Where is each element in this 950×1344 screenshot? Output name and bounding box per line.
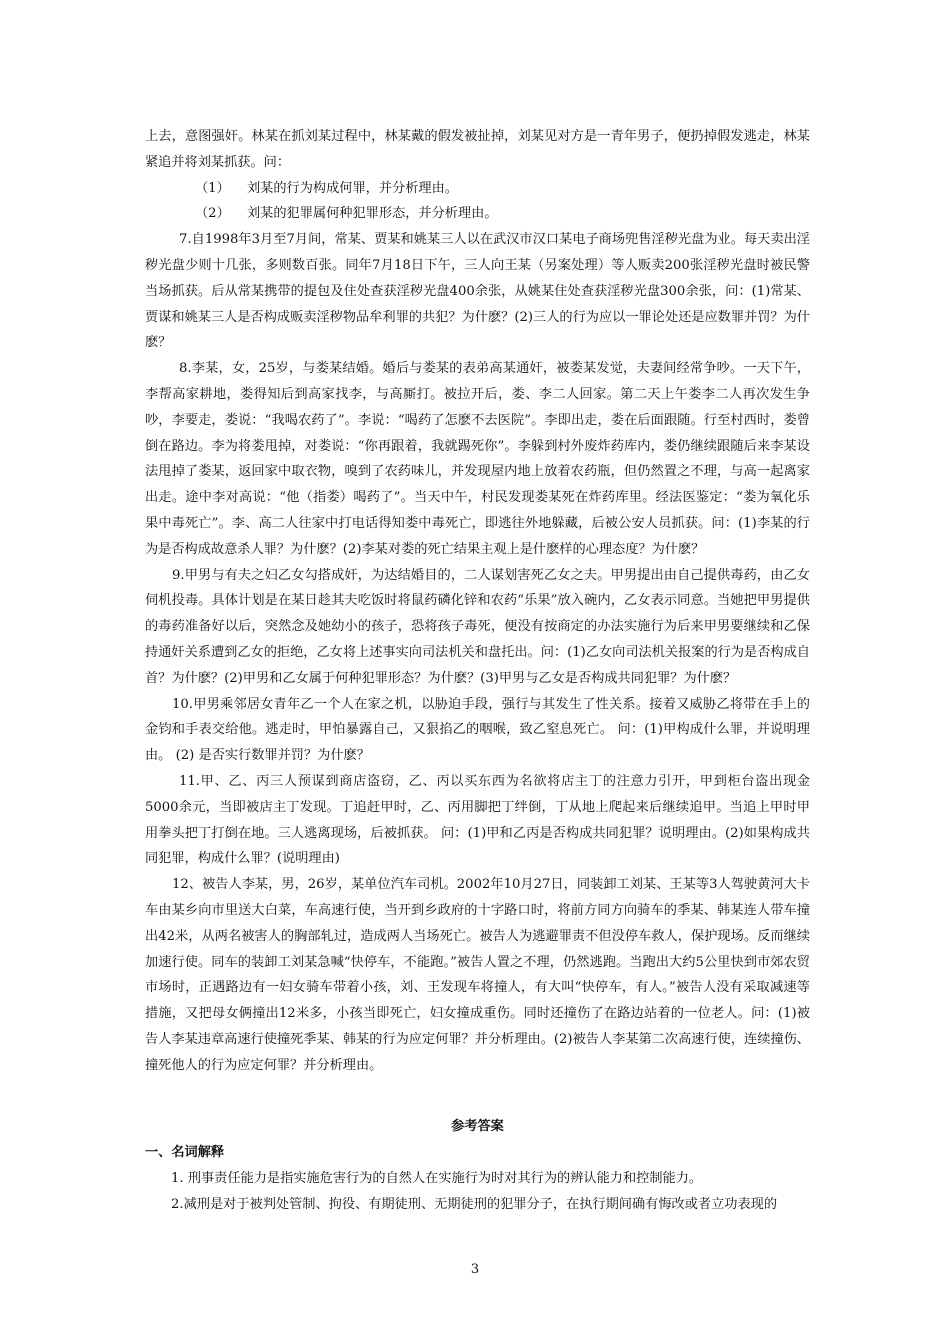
sub-text: 刘某的犯罪属何种犯罪形态，并分析理由。: [247, 206, 498, 222]
question-10: 10.甲男乘邻居女青年乙一个人在家之机，以胁迫手段，强行与其发生了性关系。接着又威胁乙将带在手上的金钧和手表交给他。逃走时，甲怕暴露自己，又狠掐乙的咽喉，致乙窒息死亡。 问：(1)甲构成什么罪，并说明理由。 (2) 是否实行数罪并罚？为什麽？: [145, 696, 810, 764]
question-11: 11.甲、乙、丙三人预谋到商店盗窃，乙、丙以买东西为名欲将店主丁的注意力引开，甲到柜台盗出现金5000余元，当即被店主丁发现。丁追赶甲时，乙、丙用脚把丁绊倒，丁从地上爬起来后继续追甲。当追上甲时甲用拳头把丁打倒在地。三人逃离现场，后被抓获。 问：(1)甲和乙丙是否构成共同犯罪？说明理由。(2)如果构成共同犯罪，构成什么罪？(说明理由): [145, 773, 810, 867]
question-12: 12、被告人李某，男，26岁，某单位汽车司机。2002年10月27日，同装卸工刘某、王某等3人驾驶黄河大卡车由某乡向市里送大白菜，车高速行使，当开到乡政府的十字路口时，将前方同方向骑车的季某、韩某连人带车撞出42米，从两名被害人的胸部轧过，造成两人当场死亡。被告人为逃避罪责不但没停车救人，保护现场。反而继续加速行使。同车的装卸工刘某急喊“快停车，不能跑。”被告人置之不理，仍然逃跑。当跑出大约5公里快到市郊农贸市场时，正遇路边有一妇女骑车带着小孩，刘、王发现车将撞人，有大叫“快停车，有人。”被告人没有采取减速等措施，又把母女俩撞出12米多，小孩当即死亡，妇女撞成重伤。同时还撞伤了在路边站着的一位老人。问：(1)被告人李某违章高速行使撞死季某、韩某的行为应定何罪？并分析理由。(2)被告人李某第二次高速行使，连续撞伤、撞死他人的行为应定何罪？并分析理由。: [145, 877, 810, 1073]
answer-item-1: 1. 刑事责任能力是指实施危害行为的自然人在实施行为时对其行为的辨认能力和控制能力。: [171, 1171, 703, 1187]
section-title: 一、名词解释: [145, 1145, 225, 1161]
page-content: [145, 124, 810, 1218]
question-6-sub-1: [145, 176, 810, 202]
answers-title: 参考答案: [451, 1119, 504, 1135]
question-9: 9.甲男与有夫之妇乙女勾搭成奸，为达结婚目的，二人谋划害死乙女之夫。甲男提出由自己提供毒药，由乙女伺机投毒。具体计划是在某日趁其夫吃饭时将鼠药磷化锌和农药“乐果”放入碗内，乙女表示同意。当她把甲男提供的毒药准备好以后，突然念及她幼小的孩子，恐将孩子毒死，便没有按商定的办法实施行为后来甲男要继续和乙保持通奸关系遭到乙女的拒绝，乙女将上述事实向司法机关和盘托出。问：(1)乙女向司法机关报案的行为是否构成自首？为什麽？(2)甲男和乙女属于何种犯罪形态？为什麽？(3)甲男与乙女是否构成共同犯罪？为什麽？: [145, 567, 810, 686]
sub-text: 刘某的行为构成何罪，并分析理由。: [247, 180, 458, 196]
page-number: 3: [470, 1262, 480, 1277]
sub-number: （2）: [195, 206, 230, 222]
question-7: 7.自1998年3月至7月间，常某、贾某和姚某三人以在武汉市汉口某电子商场兜售淫秽光盘为业。每天卖出淫秽光盘少则十几张，多则数百张。同年7月18日下午，三人向王某（另案处理）等人贩卖200张淫秽光盘时被民警当场抓获。后从常某携带的提包及住处查获淫秽光盘400余张，从姚某住处查获淫秽光盘300余张，问：(1)常某、贾谋和姚某三人是否构成贩卖淫秽物品牟利罪的共犯？为什麽？(2)三人的行为应以一罪论处还是应数罪并罚？为什麽？: [145, 232, 810, 351]
answer-item-2: 2.减刑是对于被判处管制、拘役、有期徒刑、无期徒刑的犯罪分子，在执行期间确有悔改或者立功表现的: [171, 1196, 778, 1212]
question-8: 8.李某，女，25岁，与娄某结婚。婚后与娄某的表弟高某通奸，被娄某发觉，夫妻间经常争吵。一天下午，李帮高家耕地，娄得知后到高家找李，与高厮打。被拉开后，娄、李二人回家。第二天上午娄李二人再次发生争吵，李要走，娄说：“我喝农药了”。李说：“喝药了怎麽不去医院”。李即出走，娄在后面跟随。行至村西时，娄曾倒在路边。李为将娄甩掉，对娄说：“你再跟着，我就踢死你”。李躲到村外废炸药库内，娄仍继续跟随后来李某设法甩掉了娄某，返回家中取衣物，嗅到了农药味儿，并发现屋内地上放着农药瓶，但仍然置之不理，与高一起离家出走。途中李对高说：“他（指娄）喝药了”。当天中午，村民发现娄某死在炸药库里。经法医鉴定：“娄为氧化乐果中毒死亡”。李、高二人往家中打电话得知娄中毒死亡，即逃往外地躲藏，后被公安人员抓获。问：(1)李某的行为是否构成故意杀人罪？为什麽？(2)李某对娄的死亡结果主观上是什麽样的心理态度？为什麽？: [145, 361, 810, 557]
sub-number: （1）: [195, 180, 230, 196]
question-6-continuation: 上去，意图强奸。林某在抓刘某过程中，林某戴的假发被扯掉，刘某见对方是一青年男子，便扔掉假发逃走，林某紧追并将刘某抓获。问：: [145, 129, 810, 170]
question-6-sub-2: [145, 201, 810, 227]
